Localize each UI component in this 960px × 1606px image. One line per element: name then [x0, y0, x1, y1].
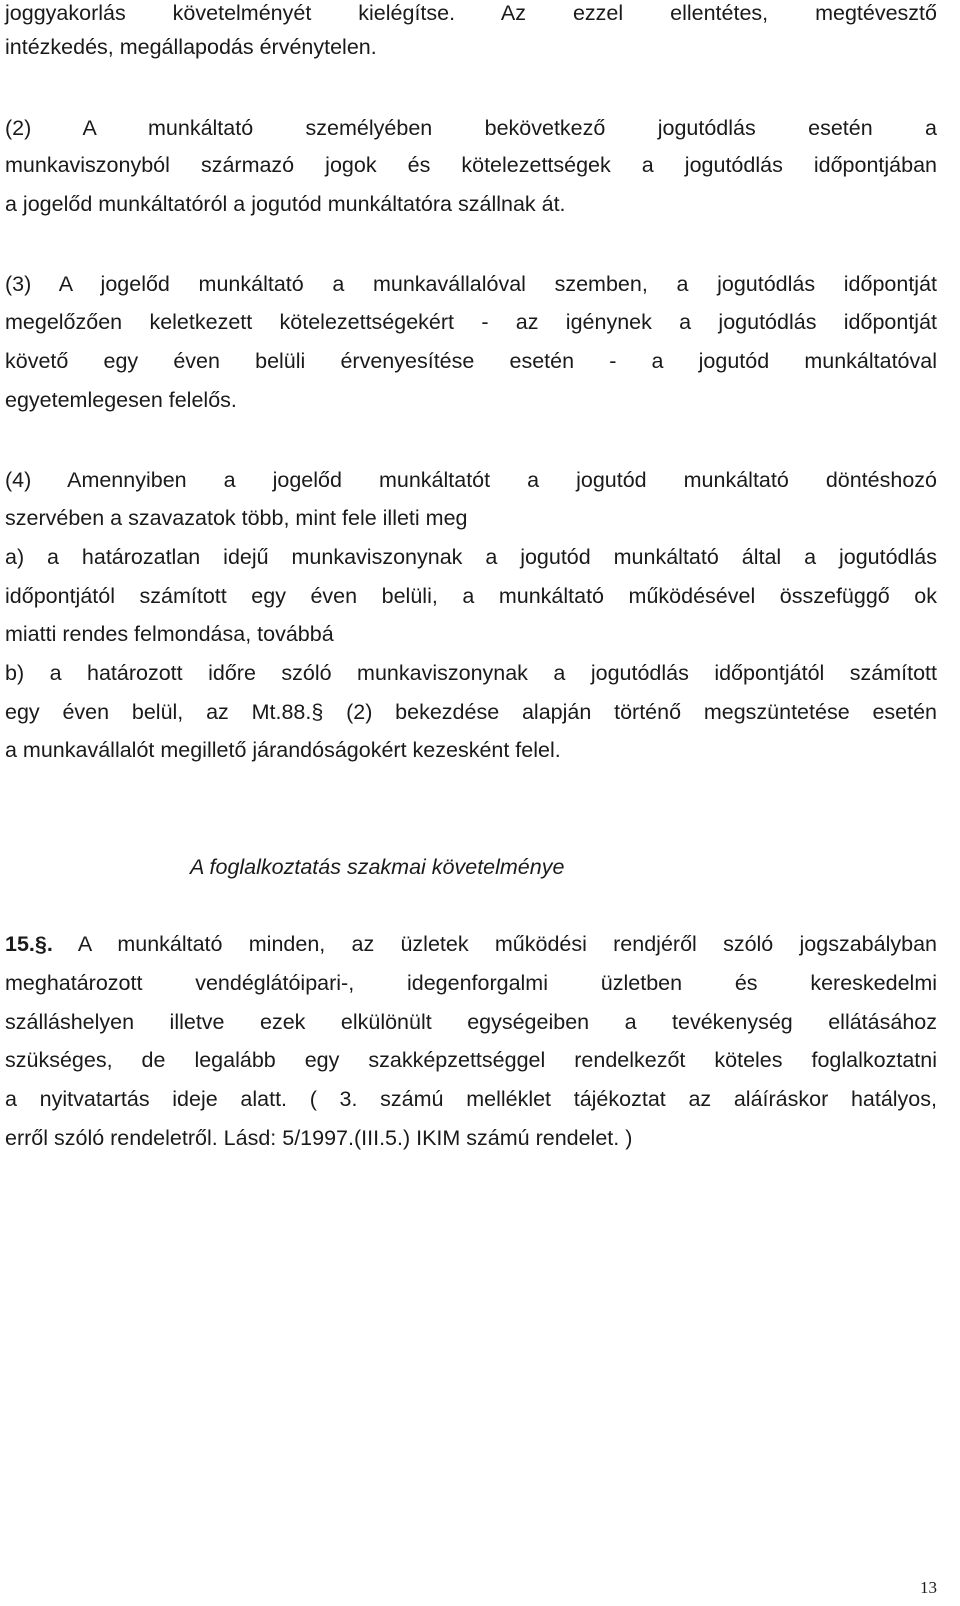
text-line: megelőzően keletkezett kötelezettségekért - az igénynek a jogutódlás időpontját	[5, 310, 937, 334]
text-line: szükséges, de legalább egy szakképzettséggel rendelkezőt köteles foglalkoztatni	[5, 1048, 937, 1072]
text-line: a) a határozatlan idejű munkaviszonynak a jogutód munkáltató által a jogutódlás	[5, 545, 937, 569]
text-line: egy éven belül, az Mt.88.§ (2) bekezdése alapján történő megszüntetése esetén	[5, 700, 937, 724]
text-line: munkaviszonyból származó jogok és kötelezettségek a jogutódlás időpontjában	[5, 153, 937, 177]
text-line: a munkavállalót megillető járandóságokért kezesként felel.	[5, 738, 561, 762]
text-line: követő egy éven belüli érvenyesítése esetén - a jogutód munkáltatóval	[5, 349, 937, 373]
text-line: intézkedés, megállapodás érvénytelen.	[5, 35, 377, 59]
page-number: 13	[920, 1578, 937, 1597]
section-heading: A foglalkoztatás szakmai követelménye	[190, 855, 565, 879]
text-line: a jogelőd munkáltatóról a jogutód munkáltatóra szállnak át.	[5, 192, 566, 216]
text-line: miatti rendes felmondása, továbbá	[5, 622, 334, 646]
section-first-line	[5, 931, 937, 957]
text-line: szálláshelyen illetve ezek elkülönült egységeiben a tevékenység ellátásához	[5, 1010, 937, 1034]
text-line: időpontjától számított egy éven belüli, a munkáltató működésével összefüggő ok	[5, 584, 937, 608]
section-number: 15.§.	[5, 932, 53, 956]
text-line: egyetemlegesen felelős.	[5, 388, 237, 412]
text-line: b) a határozott időre szóló munkaviszonynak a jogutódlás időpontjától számított	[5, 661, 937, 685]
text-line: (3) A jogelőd munkáltató a munkavállalóval szemben, a jogutódlás időpontját	[5, 272, 937, 296]
text-line: a nyitvatartás ideje alatt. ( 3. számú melléklet tájékoztat az aláíráskor hatályos,	[5, 1087, 937, 1111]
text-line: A munkáltató minden, az üzletek működési rendjéről szóló jogszabályban	[77, 932, 937, 956]
text-line: (4) Amennyiben a jogelőd munkáltatót a jogutód munkáltató döntéshozó	[5, 468, 937, 492]
text-line: joggyakorlás követelményét kielégítse. Az ezzel ellentétes, megtévesztő	[5, 1, 937, 25]
text-line: (2) A munkáltató személyében bekövetkező jogutódlás esetén a	[5, 116, 937, 140]
text-line: erről szóló rendeletről. Lásd: 5/1997.(III.5.) IKIM számú rendelet. )	[5, 1126, 633, 1150]
text-line: meghatározott vendéglátóipari-, idegenforgalmi üzletben és kereskedelmi	[5, 971, 937, 995]
text-line: szervében a szavazatok több, mint fele illeti meg	[5, 506, 468, 530]
